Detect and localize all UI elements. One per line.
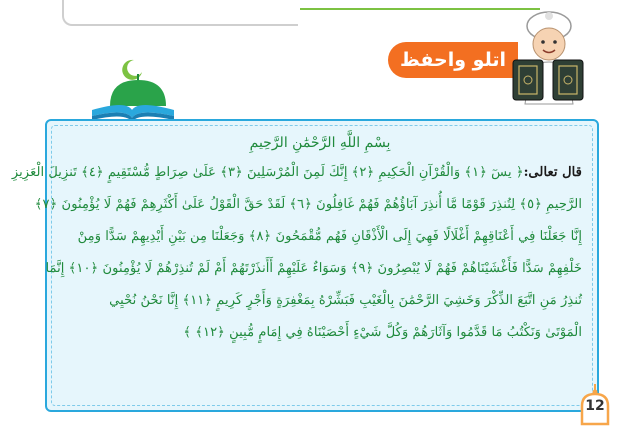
- verse-text: إِنَّا جَعَلْنَا فِي أَعْنَاقِهِمْ أَغْلَالًا فَهِيَ إِلَى الْأَذْقَانِ فَهُم مُّقْمَحُونَ ﴿٨﴾ وَجَعَلْنَا مِن بَيْنِ أَيْدِيهِمْ سَدًّا وَمِنْ: [77, 228, 582, 244]
- verse-line-4: [45, 252, 582, 284]
- mosque-book-logo: [82, 58, 182, 124]
- top-frame-decoration: [62, 0, 298, 26]
- verse-line-3: [60, 220, 582, 252]
- verse-text: تُنذِرُ مَنِ اتَّبَعَ الذِّكْرَ وَخَشِيَ الرَّحْمَٰنَ بِالْغَيْبِ فَبَشِّرْهُ بِمَغْفِرَةٍ وَأَجْرٍ كَرِيمٍ ﴿١١﴾ إِنَّا نَحْنُ نُحْيِي: [109, 292, 582, 308]
- basmala: بِسْمِ اللَّهِ الرَّحْمَٰنِ الرَّحِيمِ: [249, 135, 391, 151]
- verse-line-6: [60, 316, 582, 348]
- verse-text: ﴿ يسٓ ﴿١﴾ وَالْقُرْآنِ الْحَكِيمِ ﴿٢﴾ إِنَّكَ لَمِنَ الْمُرْسَلِينَ ﴿٣﴾ عَلَىٰ صِرَاطٍ مُّسْتَقِيمٍ ﴿٤﴾ تَنزِيلَ الْعَزِيزِ: [11, 164, 524, 180]
- verse-text: الرَّحِيمِ ﴿٥﴾ لِتُنذِرَ قَوْمًا مَّا أُنذِرَ آبَاؤُهُمْ فَهُمْ غَافِلُونَ ﴿٦﴾ لَقَدْ حَقَّ الْقَوْلُ عَلَىٰ أَكْثَرِهِمْ فَهُمْ لَا يُؤْمِنُونَ ﴿٧﴾: [34, 196, 582, 212]
- verse-text: الْمَوْتَىٰ وَنَكْتُبُ مَا قَدَّمُوا وَآثَارَهُمْ وَكُلَّ شَيْءٍ أَحْصَيْنَاهُ فِي إِمَامٍ مُّبِينٍ ﴿١٢﴾ ﴾: [183, 324, 582, 340]
- boy-reading-quran-illustration: [505, 4, 591, 104]
- verse-intro: قال تعالى:: [523, 164, 582, 180]
- section-title: اتلو واحفظ: [400, 49, 506, 71]
- page-number: 12: [585, 398, 605, 414]
- top-green-line: [300, 8, 540, 10]
- verse-text: خَلْفِهِمْ سَدًّا فَأَغْشَيْنَاهُمْ فَهُمْ لَا يُبْصِرُونَ ﴿٩﴾ وَسَوَاءٌ عَلَيْهِمْ أَأَنذَرْتَهُمْ أَمْ لَمْ تُنذِرْهُمْ لَا يُؤْمِنُونَ ﴿١٠﴾ إِنَّمَا: [45, 260, 582, 276]
- verse-line-2: [34, 188, 582, 220]
- verse-line-5: [60, 284, 582, 316]
- verse-line-1: [11, 156, 582, 188]
- section-title-banner: [388, 42, 518, 78]
- verse-lines: [11, 156, 582, 348]
